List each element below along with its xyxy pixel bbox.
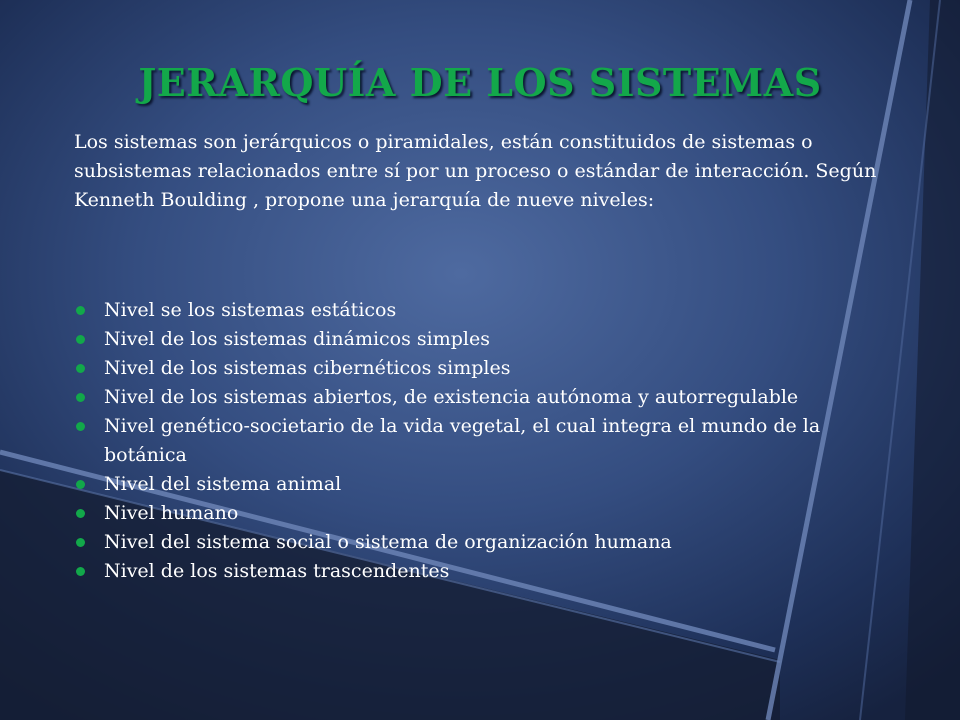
- list-item-text: Nivel del sistema animal: [104, 473, 342, 495]
- list-item-text: Nivel de los sistemas trascendentes: [104, 560, 450, 582]
- list-item: [74, 383, 894, 412]
- list-item-text: Nivel de los sistemas cibernéticos simples: [104, 357, 511, 379]
- list-item: [74, 499, 894, 528]
- bullet-icon: [76, 393, 85, 402]
- list-item: [74, 354, 894, 383]
- list-item-text: Nivel se los sistemas estáticos: [104, 299, 397, 321]
- list-item-text: Nivel del sistema social o sistema de organización humana: [104, 531, 672, 553]
- intro-paragraph: Los sistemas son jerárquicos o piramidales, están constituidos de sistemas o subsistemas relacionados entre sí por un proceso o estándar de interacción. Según Kenneth Boulding , propone una jerarquía de nueve niveles:: [74, 131, 877, 211]
- list-item: [74, 557, 894, 586]
- bullet-icon: [76, 509, 85, 518]
- list-item: [74, 325, 894, 354]
- list-item: [74, 528, 894, 557]
- list-item-text: Nivel genético-societario de la vida vegetal, el cual integra el mundo de la botánica: [104, 415, 821, 466]
- list-item: [74, 296, 894, 325]
- slide-title: JERARQUÍA DE LOS SISTEMAS: [138, 60, 822, 105]
- bullet-icon: [76, 306, 85, 315]
- bullet-icon: [76, 480, 85, 489]
- bullet-icon: [76, 422, 85, 431]
- list-item: [74, 412, 894, 470]
- dark-right-strip: [905, 0, 960, 720]
- bullet-icon: [76, 567, 85, 576]
- list-item-text: Nivel humano: [104, 502, 239, 524]
- list-item-text: Nivel de los sistemas dinámicos simples: [104, 328, 490, 350]
- bullet-icon: [76, 538, 85, 547]
- list-item: [74, 470, 894, 499]
- bullet-icon: [76, 335, 85, 344]
- bullet-icon: [76, 364, 85, 373]
- levels-list: [74, 296, 894, 586]
- list-item-text: Nivel de los sistemas abiertos, de existencia autónoma y autorregulable: [104, 386, 799, 408]
